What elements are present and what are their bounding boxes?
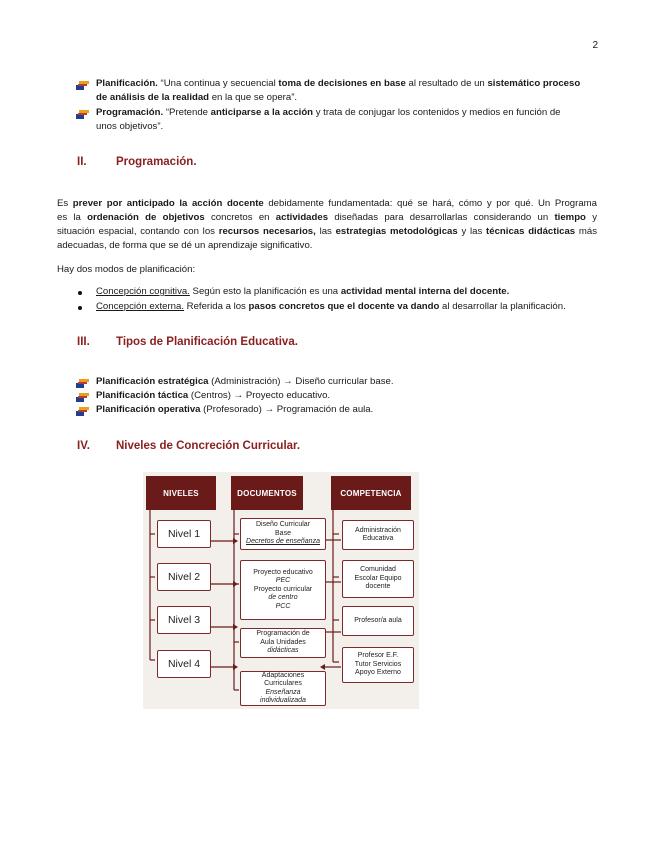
header-competencia: COMPETENCIA bbox=[331, 476, 411, 510]
bullet-programacion: Programación. “Pretende anticiparse a la acción y trata de conjugar los contenidos y medios en función de unos objetivos”. bbox=[96, 107, 561, 132]
type-operativa: Planificación operativa (Profesorado) → Programación de aula. bbox=[96, 404, 374, 415]
competence-box: Profesor E.F. Tutor Servicios Apoyo Externo bbox=[342, 647, 414, 683]
level-box: Nivel 3 bbox=[157, 606, 211, 634]
section-heading-niveles: IV. Niveles de Concreción Curricular. bbox=[77, 440, 301, 452]
curricular-levels-diagram bbox=[143, 472, 419, 709]
level-box: Nivel 2 bbox=[157, 563, 211, 591]
level-box: Nivel 4 bbox=[157, 650, 211, 678]
bullet-dot bbox=[78, 291, 82, 295]
pointing-hand-icon bbox=[76, 108, 90, 120]
section-heading-programacion: II. Programación. bbox=[77, 156, 197, 168]
pointing-hand-icon bbox=[76, 79, 90, 91]
pointing-hand-icon bbox=[76, 391, 90, 403]
document-box: Adaptaciones Curriculares Enseñanza individualizada bbox=[240, 671, 326, 706]
paragraph-modos: Hay dos modos de planificación: bbox=[57, 264, 196, 275]
document-box: Programación de Aula Unidades didácticas bbox=[240, 628, 326, 658]
type-tactica: Planificación táctica (Centros) → Proyecto educativo. bbox=[96, 390, 331, 401]
pointing-hand-icon bbox=[76, 405, 90, 417]
level-box: Nivel 1 bbox=[157, 520, 211, 548]
competence-box: Comunidad Escolar Equipo docente bbox=[342, 560, 414, 598]
section-heading-tipos: III. Tipos de Planificación Educativa. bbox=[77, 336, 298, 348]
bullet-dot bbox=[78, 306, 82, 310]
mode-cognitiva: Concepción cognitiva. Según esto la planificación es una actividad mental interna del docente. bbox=[96, 286, 510, 297]
pointing-hand-icon bbox=[76, 377, 90, 389]
document-box: Proyecto educativo PEC Proyecto curricular de centro PCC bbox=[240, 560, 326, 620]
mode-externa: Concepción externa. Referida a los pasos concretos que el docente va dando al desarrollar la planificación. bbox=[96, 301, 566, 312]
bullet-planificacion: Planificación. “Una continua y secuencial toma de decisiones en base al resultado de un sistemático proceso de análisis de la realidad en la que se opera”. bbox=[96, 78, 581, 103]
page-number: 2 bbox=[592, 40, 598, 51]
header-documentos: DOCUMENTOS bbox=[231, 476, 303, 510]
paragraph-programa: Es prever por anticipado la acción docente debidamente fundamentada: qué se hará, cómo y por qué. Un Programa es la ordenación de objetivos concretos en actividades diseñadas para desarrollarlas considerando un tiempo y situación espacial, contando con los recursos necesarios, las estrategias metodológicas y las técnicas didácticas más adecuadas, de forma que se dé un aprendizaje significativo. bbox=[57, 198, 598, 251]
type-estrategica: Planificación estratégica (Administración) → Diseño curricular base. bbox=[96, 376, 394, 387]
document-box: Diseño Curricular Base Decretos de enseñanza bbox=[240, 518, 326, 550]
competence-box: Profesor/a aula bbox=[342, 606, 414, 636]
header-niveles: NIVELES bbox=[146, 476, 216, 510]
competence-box: Administración Educativa bbox=[342, 520, 414, 550]
